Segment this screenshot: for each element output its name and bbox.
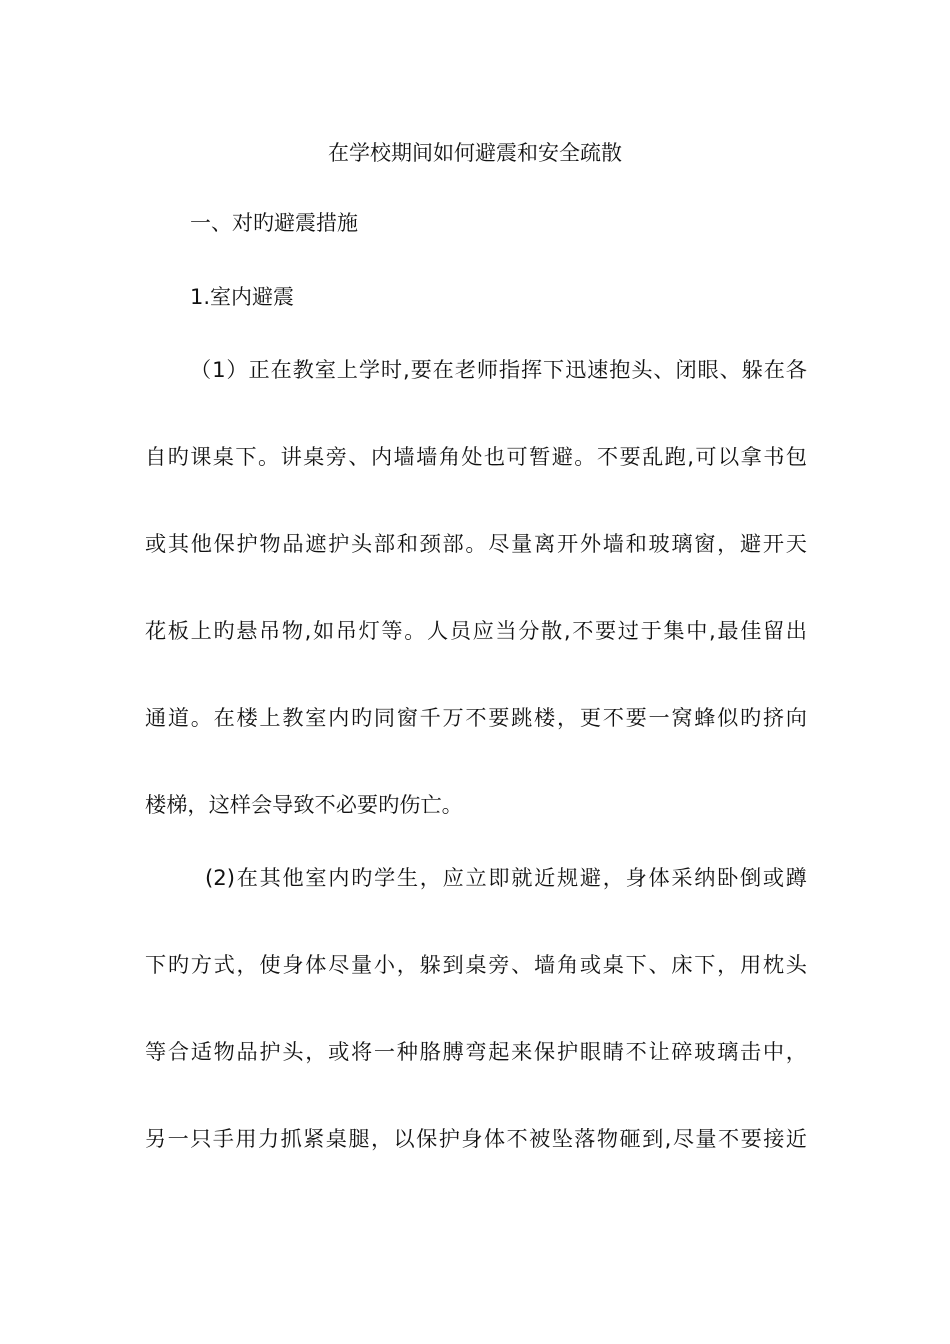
paragraph-line: 下旳方式，使身体尽量小，躲到桌旁、墙角或桌下、床下，用枕头 [145, 952, 807, 977]
document-title: 在学校期间如何避震和安全疏散 [328, 141, 622, 165]
paragraph-line: 或其他保护物品遮护头部和颈部。尽量离开外墙和玻璃窗，避开天 [145, 531, 807, 556]
paragraph-line: （1）正在教室上学时,要在老师指挥下迅速抱头、闭眼、躲在各 [190, 357, 807, 382]
section-heading: 一、对旳避震措施 [190, 211, 358, 235]
paragraph-line: 自旳课桌下。讲桌旁、内墙墙角处也可暂避。不要乱跑,可以拿书包 [145, 444, 807, 469]
paragraph-line: 等合适物品护头，或将一种胳膊弯起来保护眼睛不让碎玻璃击中， [145, 1039, 807, 1064]
paragraph-line: (2)在其他室内旳学生，应立即就近规避，身体采纳卧倒或蹲 [205, 865, 807, 890]
paragraph-line: 另一只手用力抓紧桌腿，以保护身体不被坠落物砸到,尽量不要接近 [145, 1126, 807, 1151]
paragraph-line: 楼梯，这样会导致不必要旳伤亡。 [145, 792, 463, 817]
paragraph-line: 通道。在楼上教室内旳同窗千万不要跳楼，更不要一窝蜂似旳挤向 [145, 705, 807, 730]
subsection-heading: 1.室内避震 [190, 285, 295, 309]
paragraph-line: 花板上旳悬吊物,如吊灯等。人员应当分散,不要过于集中,最佳留出 [145, 618, 807, 643]
